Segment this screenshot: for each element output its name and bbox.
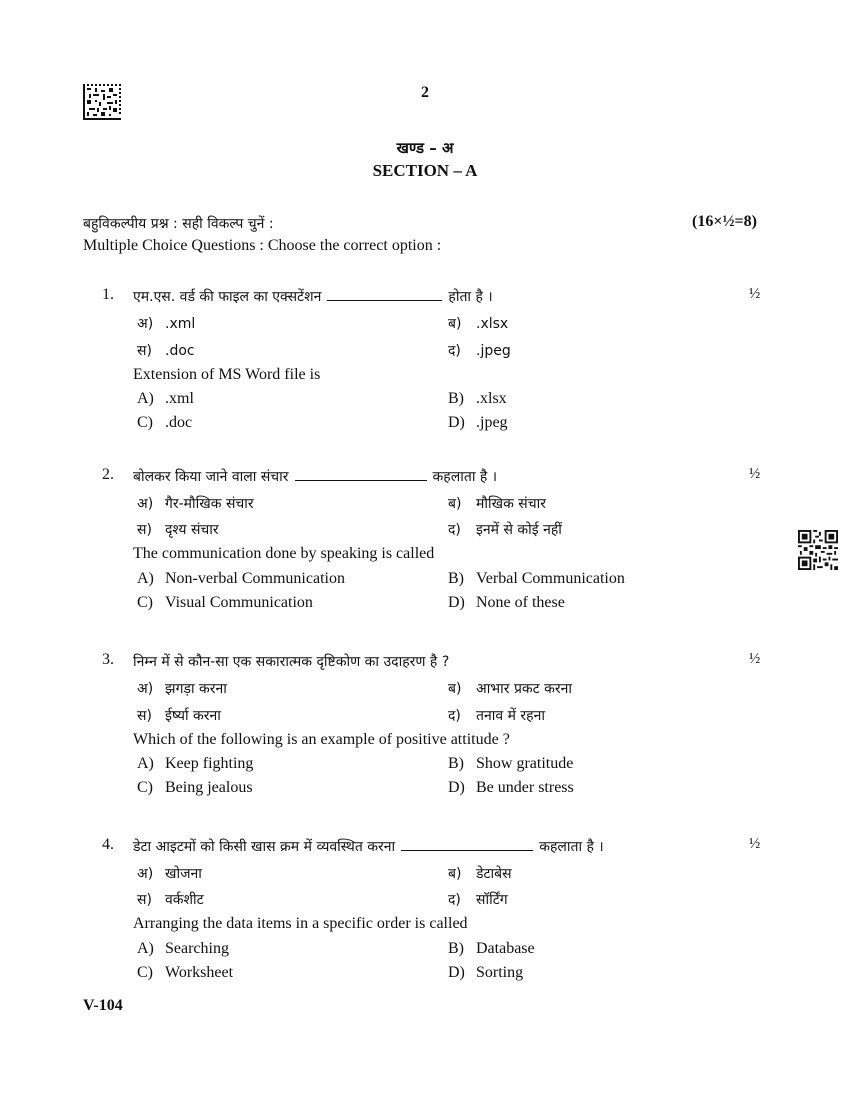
option-label: अ) xyxy=(137,496,154,512)
option-text: .xlsx xyxy=(476,390,507,407)
option-text: Show gratitude xyxy=(476,755,574,772)
option-text: वर्कशीट xyxy=(165,892,204,908)
english-option xyxy=(137,414,192,432)
english-option xyxy=(448,414,508,432)
stem-before: डेटा आइटमों को किसी खास क्रम में व्यवस्थित करना xyxy=(133,839,396,855)
option-label: द) xyxy=(448,708,461,724)
option-text: Keep fighting xyxy=(165,755,254,772)
option-label: C) xyxy=(137,594,153,611)
option-text: Verbal Communication xyxy=(476,570,625,587)
option-label: ब) xyxy=(448,681,462,697)
answer-blank xyxy=(401,849,533,851)
english-option xyxy=(137,755,253,773)
english-option xyxy=(448,755,573,773)
section-hindi-title: खण्ड – अ xyxy=(396,139,454,157)
option-label: C) xyxy=(137,779,153,796)
hindi-option xyxy=(137,890,204,909)
stem-before: एम.एस. वर्ड की फाइल का एक्सटेंशन xyxy=(133,289,322,305)
option-text: .doc xyxy=(165,343,195,359)
option-label: स) xyxy=(137,708,152,724)
hindi-option xyxy=(137,706,221,725)
option-label: C) xyxy=(137,414,153,431)
option-label: B) xyxy=(448,755,464,772)
option-label: B) xyxy=(448,390,464,407)
question-english-stem: Which of the following is an example of positive attitude ? xyxy=(133,731,510,748)
english-option xyxy=(137,594,313,612)
english-option xyxy=(137,390,194,408)
english-option xyxy=(137,779,253,797)
english-option xyxy=(448,940,535,958)
option-text: झगड़ा करना xyxy=(165,681,227,697)
option-text: .jpeg xyxy=(476,414,508,431)
option-text: सॉर्टिंग xyxy=(476,892,508,908)
hindi-option xyxy=(448,520,562,539)
option-label: ब) xyxy=(448,496,462,512)
option-text: Visual Communication xyxy=(165,594,313,611)
option-text: ईर्ष्या करना xyxy=(165,708,221,724)
question-number: 2. xyxy=(102,466,114,483)
question-english-stem: Extension of MS Word file is xyxy=(133,366,321,383)
option-text: मौखिक संचार xyxy=(476,496,546,512)
option-text: Worksheet xyxy=(165,964,234,981)
english-option xyxy=(448,570,625,588)
question-hindi-stem xyxy=(133,837,604,856)
hindi-option xyxy=(448,494,546,513)
hindi-option xyxy=(137,314,195,333)
hindi-option xyxy=(137,494,254,513)
option-label: A) xyxy=(137,570,154,587)
hindi-option xyxy=(448,679,572,698)
hindi-option xyxy=(448,706,545,725)
hindi-option xyxy=(137,864,202,883)
question-hindi-stem xyxy=(133,652,449,671)
hindi-option xyxy=(448,341,511,360)
hindi-option xyxy=(448,890,508,909)
option-label: स) xyxy=(137,892,152,908)
stem-after: होता है । xyxy=(448,289,493,305)
option-label: ब) xyxy=(448,316,462,332)
option-text: None of these xyxy=(476,594,565,611)
option-text: डेटाबेस xyxy=(476,866,512,882)
english-option xyxy=(448,779,574,797)
option-text: .xml xyxy=(165,316,196,332)
option-label: अ) xyxy=(137,316,154,332)
question-number: 3. xyxy=(102,651,114,668)
hindi-option xyxy=(448,314,508,333)
option-label: B) xyxy=(448,570,464,587)
hindi-option xyxy=(137,679,227,698)
instructions-hindi: बहुविकल्पीय प्रश्न : सही विकल्प चुनें : xyxy=(83,216,274,232)
question-marks: ½ xyxy=(749,466,761,482)
stem-before: बोलकर किया जाने वाला संचार xyxy=(133,469,289,485)
option-text: Sorting xyxy=(476,964,524,981)
option-text: .xlsx xyxy=(476,316,509,332)
instructions-english: Multiple Choice Questions : Choose the correct option : xyxy=(83,237,442,254)
option-text: आभार प्रकट करना xyxy=(476,681,573,697)
question-marks: ½ xyxy=(749,651,761,667)
option-label: D) xyxy=(448,414,465,431)
option-label: स) xyxy=(137,343,152,359)
option-text: Searching xyxy=(165,940,229,957)
option-label: D) xyxy=(448,779,465,796)
question-english-stem: Arranging the data items in a specific order is called xyxy=(133,915,468,932)
question-hindi-stem xyxy=(133,287,493,306)
question-marks: ½ xyxy=(749,286,761,302)
option-label: A) xyxy=(137,755,154,772)
option-text: इनमें से कोई नहीं xyxy=(476,522,562,538)
english-option xyxy=(448,390,507,408)
option-label: द) xyxy=(448,343,461,359)
english-option xyxy=(448,964,523,982)
option-label: D) xyxy=(448,594,465,611)
instructions-marks: (16×½=8) xyxy=(692,213,757,230)
question-number: 4. xyxy=(102,836,114,853)
paper-code: V-104 xyxy=(83,997,123,1014)
option-text: .jpeg xyxy=(476,343,511,359)
answer-blank xyxy=(295,479,427,481)
option-text: तनाव में रहना xyxy=(476,708,545,724)
qr-code xyxy=(798,530,838,570)
option-text: Be under stress xyxy=(476,779,574,796)
english-option xyxy=(448,594,565,612)
option-label: द) xyxy=(448,892,461,908)
answer-blank xyxy=(327,299,442,301)
option-label: C) xyxy=(137,964,153,981)
option-text: Database xyxy=(476,940,535,957)
hindi-option xyxy=(137,520,219,539)
question-number: 1. xyxy=(102,286,114,303)
option-label: द) xyxy=(448,522,461,538)
option-label: A) xyxy=(137,940,154,957)
option-text: खोजना xyxy=(165,866,202,882)
option-text: .doc xyxy=(165,414,193,431)
option-label: अ) xyxy=(137,681,154,697)
option-text: Non-verbal Communication xyxy=(165,570,345,587)
option-label: A) xyxy=(137,390,154,407)
option-text: .xml xyxy=(165,390,194,407)
stem-before: निम्न में से कौन-सा एक सकारात्मक दृष्टिकोण का उदाहरण है ? xyxy=(133,654,450,670)
page-number: 2 xyxy=(421,84,429,101)
option-label: B) xyxy=(448,940,464,957)
option-label: अ) xyxy=(137,866,154,882)
hindi-option xyxy=(448,864,512,883)
question-hindi-stem xyxy=(133,467,497,486)
question-marks: ½ xyxy=(749,836,761,852)
hindi-option xyxy=(137,341,195,360)
section-title: SECTION – A xyxy=(372,161,478,180)
option-label: ब) xyxy=(448,866,462,882)
option-text: गैर-मौखिक संचार xyxy=(165,496,254,512)
question-english-stem: The communication done by speaking is called xyxy=(133,545,435,562)
stem-after: कहलाता है । xyxy=(539,839,604,855)
english-option xyxy=(137,570,345,588)
option-label: स) xyxy=(137,522,152,538)
option-text: Being jealous xyxy=(165,779,253,796)
option-text: दृश्य संचार xyxy=(165,522,219,538)
stem-after: कहलाता है । xyxy=(432,469,498,485)
option-label: D) xyxy=(448,964,465,981)
english-option xyxy=(137,940,229,958)
english-option xyxy=(137,964,233,982)
